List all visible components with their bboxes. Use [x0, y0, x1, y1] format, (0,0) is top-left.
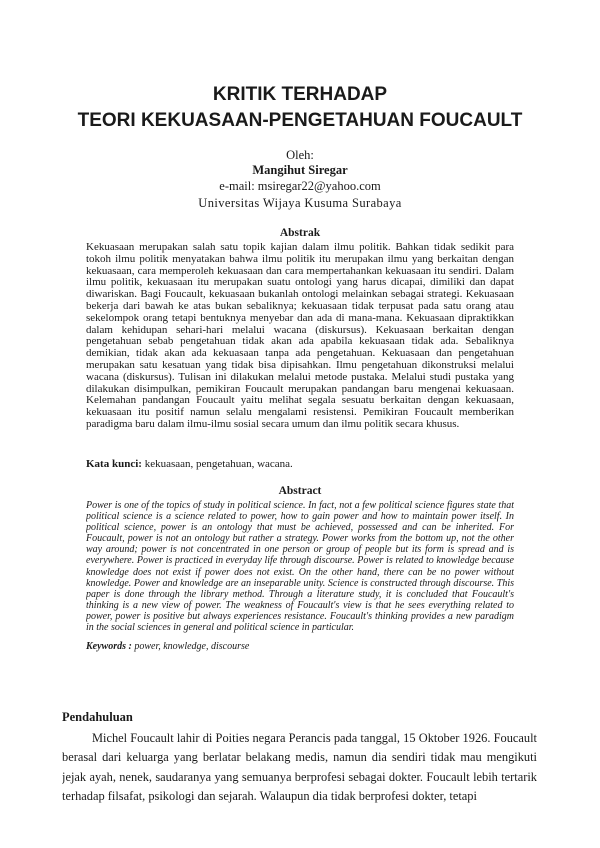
paper-title-line-2: TEORI KEKUASAAN-PENGETAHUAN FOUCAULT — [77, 110, 523, 131]
section-heading-pendahuluan: Pendahuluan — [62, 710, 133, 724]
kata-kunci-values: kekuasaan, pengetahuan, wacana. — [141, 458, 293, 470]
keywords-values: power, knowledge, discourse — [131, 641, 250, 652]
abstract-text: Power is one of the topics of study in political science. In fact, not a few political science figures state that political science is a science related to power, how to gain power and how to maintain power itself. In political science, power is an ontology that must be achieved, possessed and can be inherited. For Foucault, power is not an ontology but rather a strategy. Power works from the bottom up, not the other way around; power is not concentrated in one person or group of people but its form is spread and is everywhere. Power is practiced in everyday life through discourse. Power is related to knowledge because knowledge does not exist if power does not exist. On the other hand, there can be no power without knowledge. Power and knowledge are an inseparable unity. Science is constructed through discourse. This paper is done through the library method. Through a literature study, it is concluded that Foucault's thinking is a new view of power. The weakness of Foucault's view is that he sees everything related to power, power is positive but always experiences resistance. Foucault's thinking provides a new paradigm in the social sciences in general and political science in particular. — [86, 500, 514, 634]
keywords-label: Keywords : — [86, 641, 132, 652]
author-name: Mangihut Siregar — [252, 163, 348, 177]
author-affiliation: Universitas Wijaya Kusuma Surabaya — [198, 196, 402, 210]
abstrak-text: Kekuasaan merupakan salah satu topik kajian dalam ilmu politik. Bahkan tidak sedikit para tokoh ilmu politik menyatakan bahwa ilmu politik itu merupakan ilmu yang berkaitan dengan kekuasaan, cara memperoleh kekuasaan dan cara mempertahankan kekuasaan itu sendiri. Dalam ilmu politik, kekuasaan itu merupakan suatu ontologi yang harus dicapai, dimiliki dan dapat diwariskan. Bagi Foucault, kekuasaan bukanlah ontologi melainkan sebagai strategi. Kekuasaan bekerja dari bawah ke atas bukan sebaliknya; kekuasaan tidak terpusat pada satu orang atau sekelompok orang tetapi bentuknya menyebar dan ada di mana-mana. Kekuasaan dipraktikkan dalam kehidupan sehari-hari melalui wacana (diskursus). Kekuasaan berkaitan dengan pengetahuan sebab pengetahuan tidak akan ada apabila kekuasaan tidak ada. Sebaliknya demikian, tidak akan ada kekuasaan tanpa ada pengetahuan. Kekuasaan dan pengetahuan merupakan satu kesatuan yang tidak bisa dipisahkan. Ilmu pengetahuan dikonstruksi melalui wacana (diskursus). Tulisan ini dilakukan melalui metode pustaka. Melalui studi pustaka yang dilakukan disimpulkan, pemikiran Foucault merupakan pandangan baru mengenai kekuasaan. Kelemahan pandangan Foucault yaitu melihat segala sesuatu berkaitan dengan kekuasaan, kekuasaan itu positif namun selalu mengalami resistensi. Pemikiran Foucault memberikan paradigma baru dalam ilmu-ilmu sosial secara umum dan ilmu politik secara khusus. — [86, 242, 514, 430]
section-body-text: Michel Foucault lahir di Poities negara Perancis pada tanggal, 15 Oktober 1926. Foucault berasal dari keluarga yang berlatar belakang medis, namun dia sendiri tidak mau mengikuti jejak ayah, nenek, saudaranya yang semuanya berprofesi sebagai dokter. Foucault lebih tertarik terhadap filsafat, psikologi dan sejarah. Walaupun dia tidak berprofesi dokter, tetapi — [62, 731, 537, 804]
paper-title-line-1: KRITIK TERHADAP — [212, 84, 388, 105]
abstract-heading: Abstract — [278, 485, 322, 497]
author-email: e-mail: msiregar22@yahoo.com — [219, 179, 381, 193]
author-by-label: Oleh: — [286, 148, 314, 162]
kata-kunci — [86, 458, 514, 470]
keywords — [86, 641, 514, 652]
abstrak-heading: Abstrak — [279, 227, 321, 239]
kata-kunci-label: Kata kunci: — [86, 458, 142, 470]
